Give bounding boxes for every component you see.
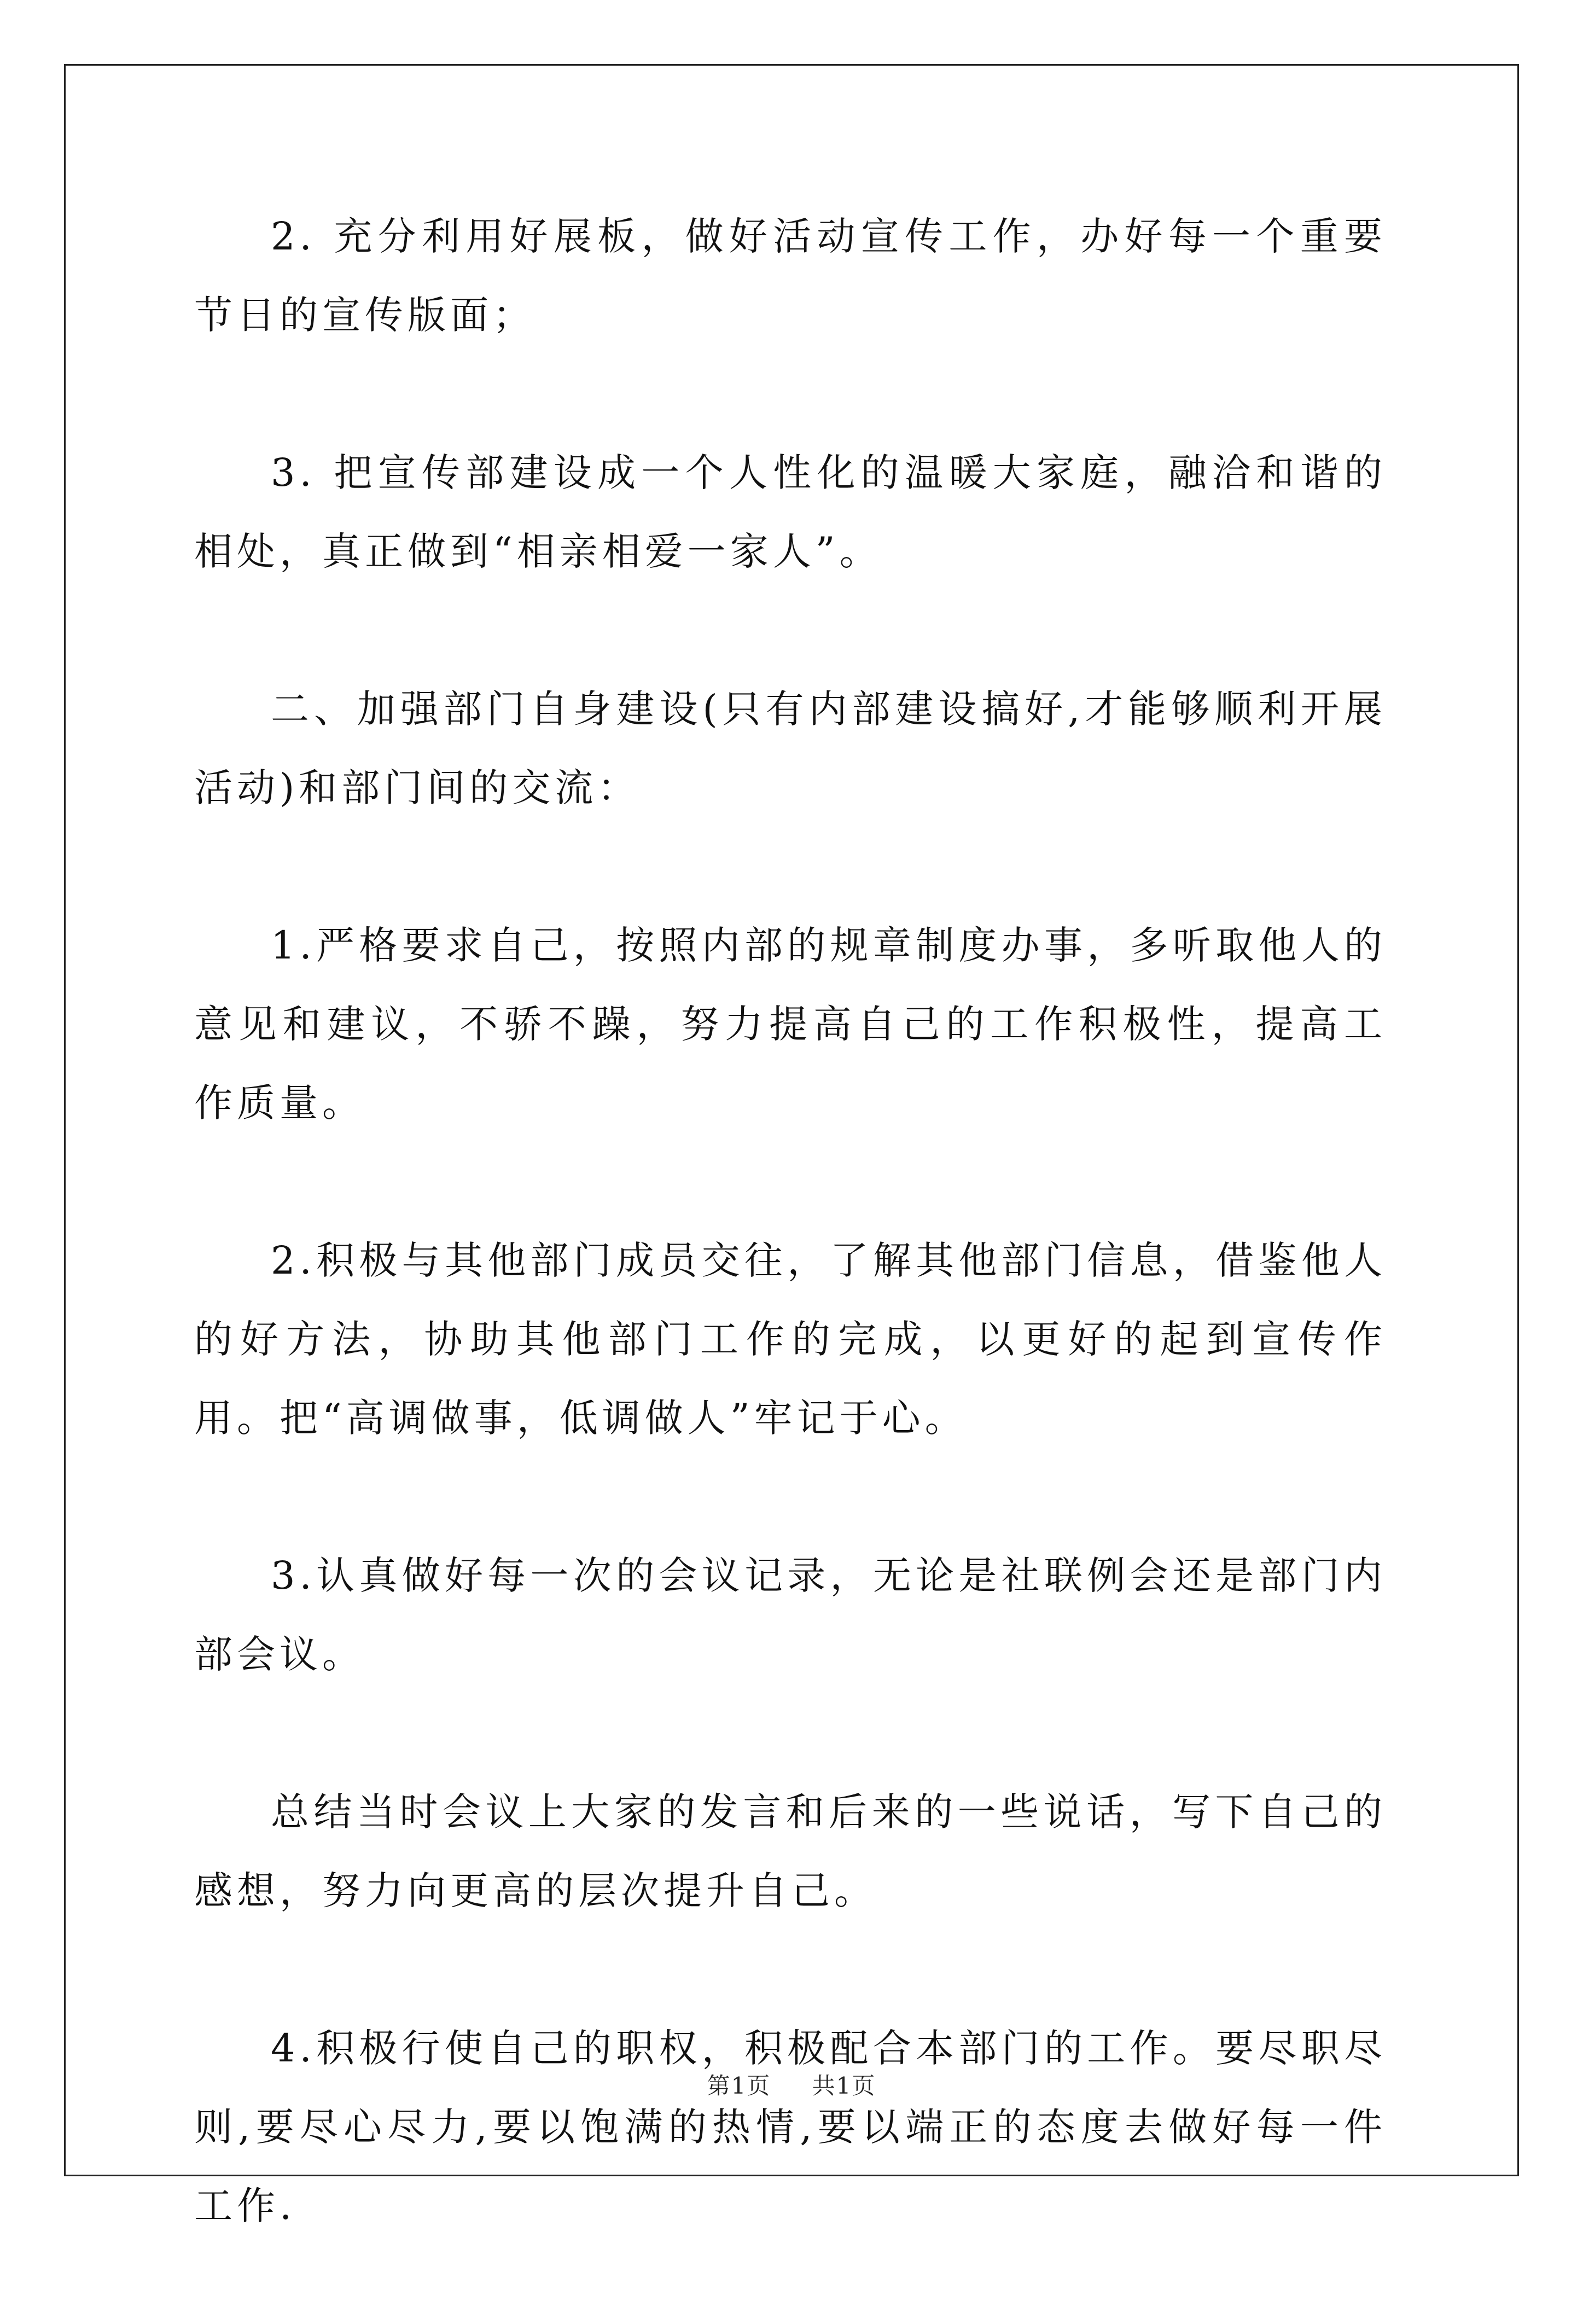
paragraph: 1.严格要求自己，按照内部的规章制度办事，多听取他人的意见和建议，不骄不躁，努力提高自己的工作积极性，提高工作质量。 [194, 923, 1387, 1125]
paragraph: 2.积极与其他部门成员交往，了解其他部门信息，借鉴他人的好方法，协助其他部门工作的完成，以更好的起到宣传作用。把“高调做事，低调做人”牢记于心。 [194, 1238, 1387, 1440]
page-number-total: 共1页 [812, 2072, 876, 2099]
paragraph: 2. 充分利用好展板，做好活动宣传工作，办好每一个重要节日的宣传版面； [194, 214, 1387, 338]
paragraph: 3.认真做好每一次的会议记录，无论是社联例会还是部门内部会议。 [194, 1553, 1387, 1677]
paragraph: 二、加强部门自身建设(只有内部建设搞好,才能够顺利开展活动)和部门间的交流： [194, 687, 1387, 810]
page-number-current: 第1页 [707, 2072, 771, 2099]
paragraph: 总结当时会议上大家的发言和后来的一些说话，写下自己的感想，努力向更高的层次提升自己。 [194, 1790, 1387, 1913]
paragraph: 3. 把宣传部建设成一个人性化的温暖大家庭，融洽和谐的相处，真正做到“相亲相爱一家人”。 [194, 450, 1387, 574]
document-body [194, 197, 1387, 2324]
paragraph: 4.积极行使自己的职权，积极配合本部门的工作。要尽职尽则,要尽心尽力,要以饱满的热情,要以端正的态度去做好每一件工作. [194, 2026, 1387, 2228]
page-footer [0, 2068, 1583, 2101]
